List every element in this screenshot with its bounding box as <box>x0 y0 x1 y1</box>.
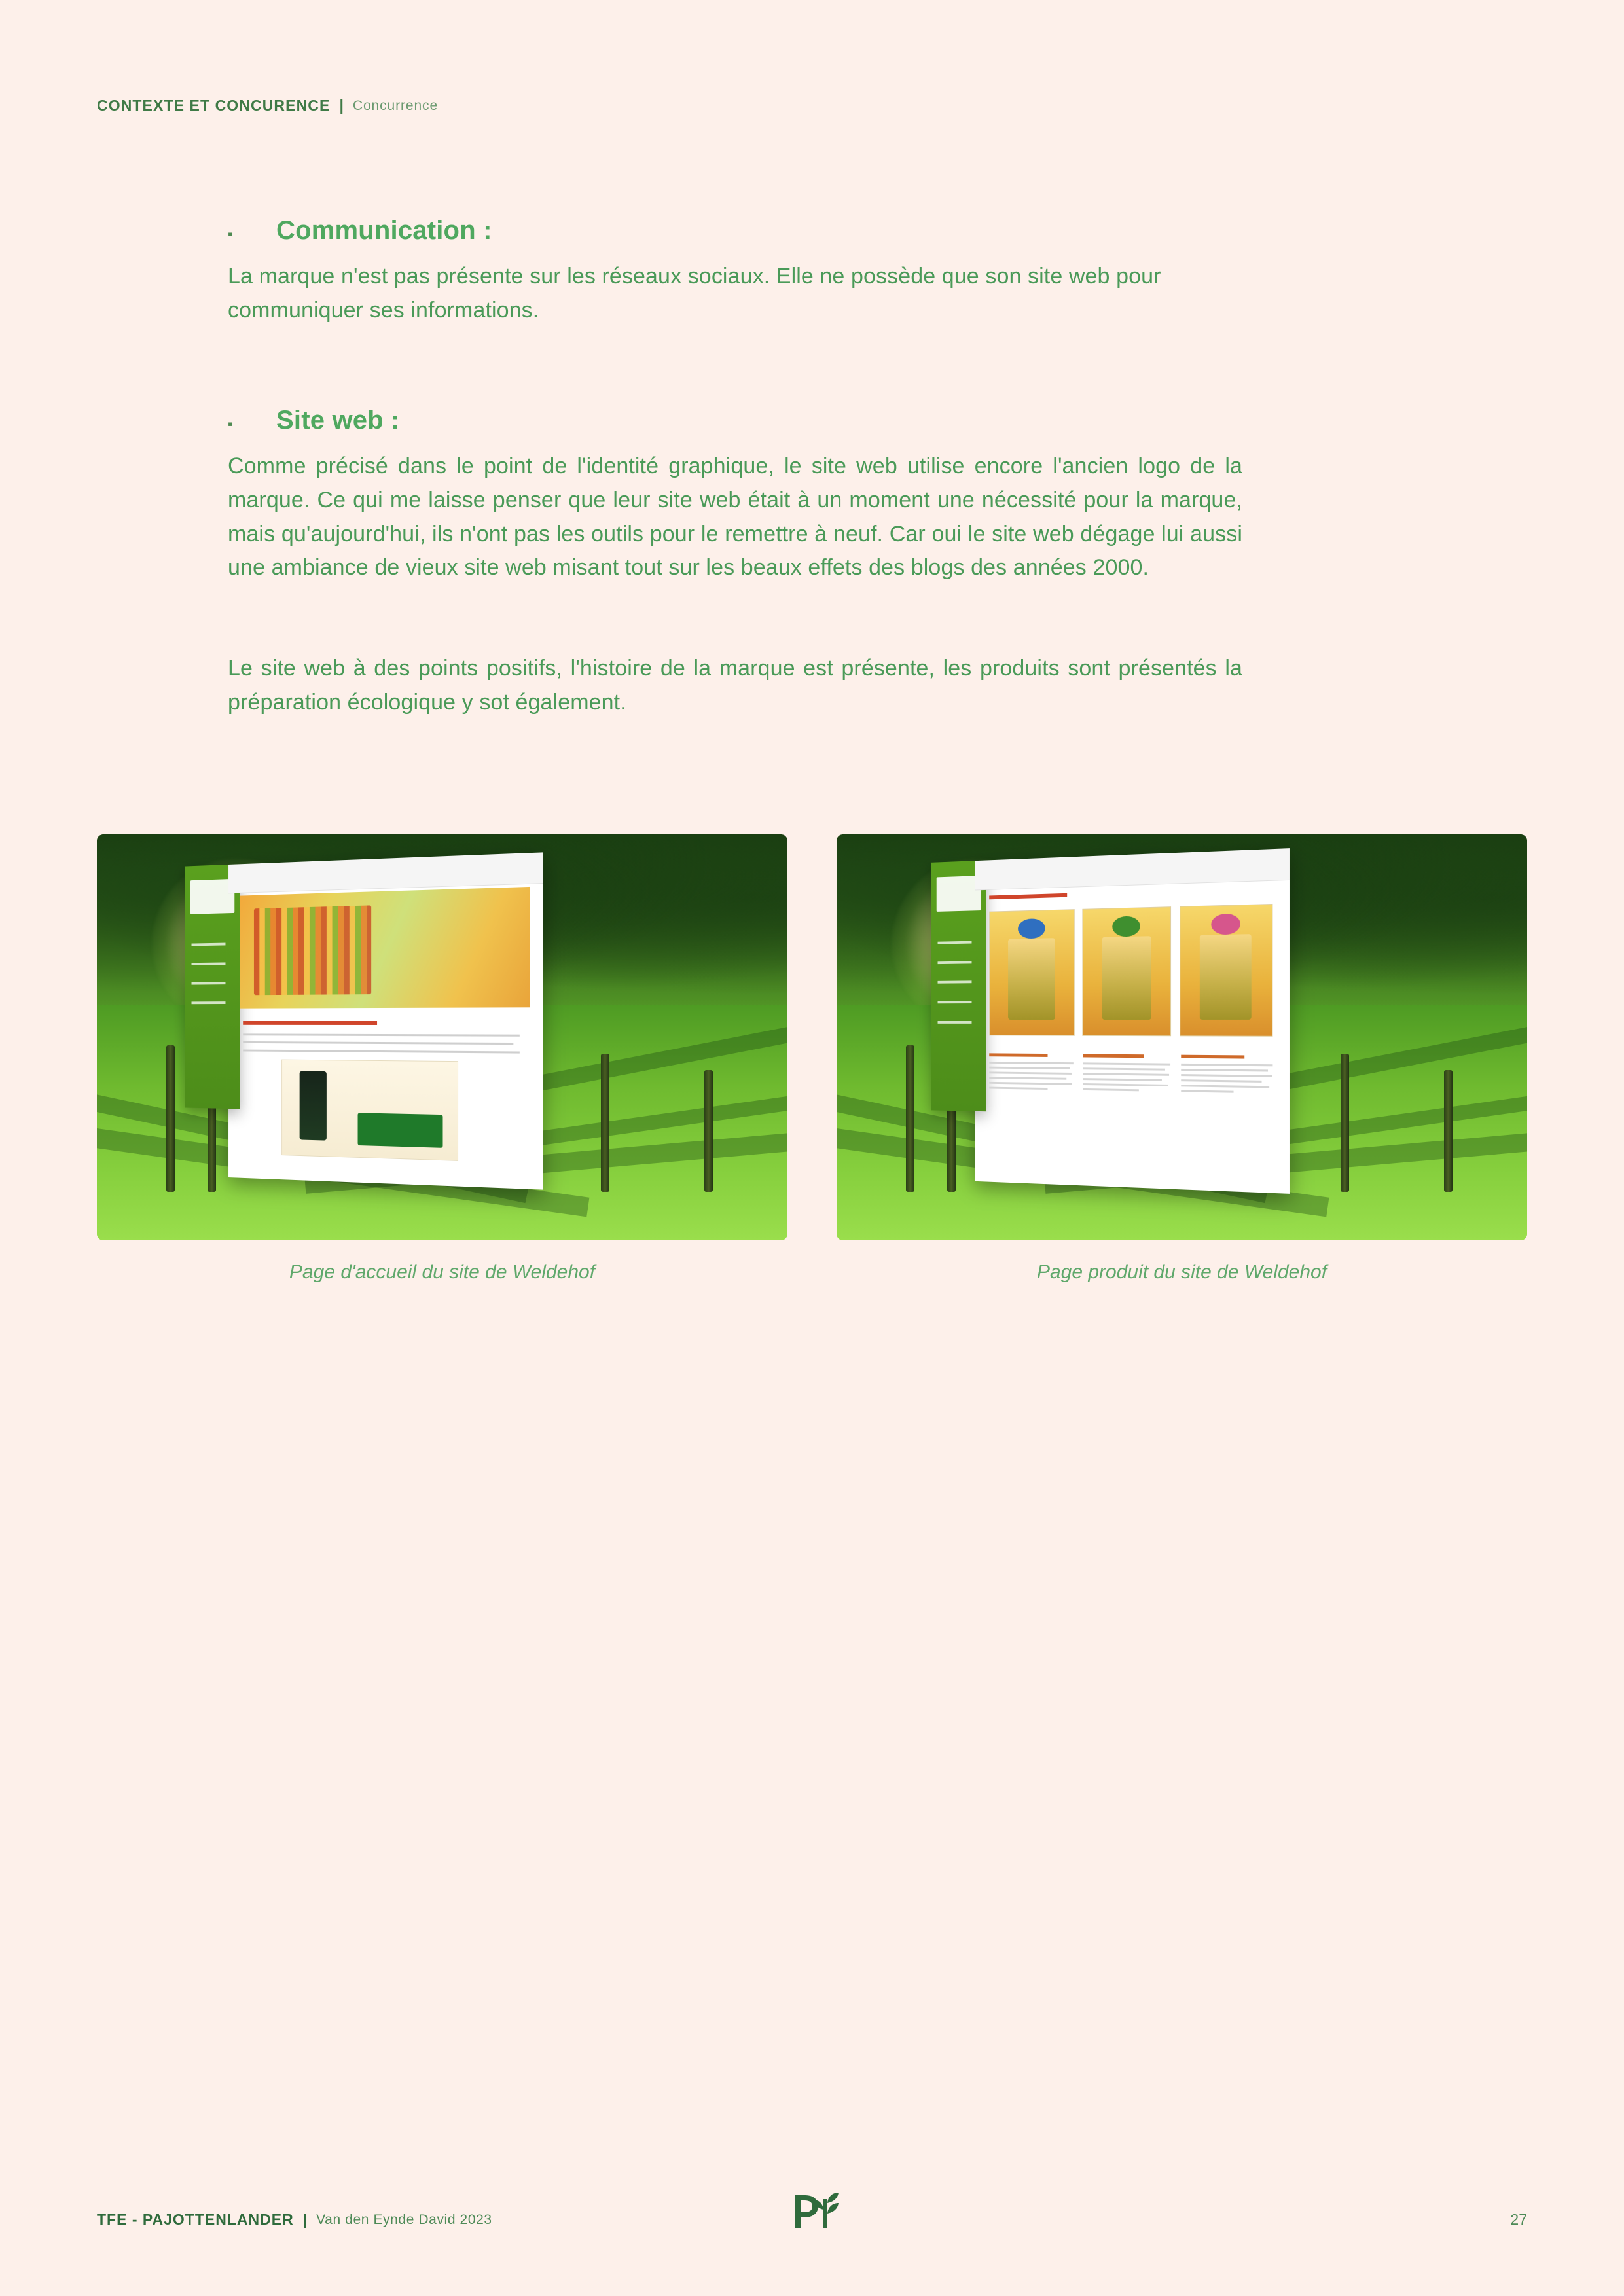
nav-item <box>192 943 226 946</box>
bio-badge <box>357 1113 442 1148</box>
footer-separator: | <box>302 2211 308 2228</box>
website-sidebar <box>185 864 240 1109</box>
page-title <box>990 893 1068 899</box>
bottle-cap <box>1211 914 1240 935</box>
hero-banner <box>240 887 530 1009</box>
body-line <box>1083 1088 1139 1091</box>
body-line <box>990 1062 1074 1064</box>
bottle-cap <box>1113 916 1141 937</box>
body-line <box>243 1041 513 1045</box>
bullet-heading-communication <box>228 216 1242 245</box>
column-heading <box>990 1053 1048 1057</box>
body-line <box>990 1067 1070 1069</box>
bullet-heading-site-web <box>228 406 1242 435</box>
page-header <box>97 97 438 115</box>
paragraph-site-web-1: Comme précisé dans le point de l'identité graphique, le site web utilise encore l'ancien logo de la marque. Ce qui me laisse penser que leur site web était à un moment une nécessité pour la marque, mais qu'aujourd'hui, ils n'ont pas les outils pour le remettre à neuf. Car oui le site web dégage lui aussi une ambiance de vieux site web misant tout sur les beaux effets des blogs des années 2000. <box>228 454 1242 581</box>
body-line <box>990 1087 1048 1090</box>
body-line <box>1083 1073 1169 1076</box>
body-line <box>1181 1079 1261 1083</box>
body-line <box>990 1071 1072 1075</box>
body-line <box>1181 1090 1234 1092</box>
article-title <box>243 1021 376 1025</box>
header-subsection-label: Concurrence <box>352 98 439 113</box>
column-heading <box>1181 1055 1245 1059</box>
product-card <box>1180 904 1273 1036</box>
promo-block <box>281 1059 458 1161</box>
header-separator: | <box>339 97 344 114</box>
body-line <box>1181 1074 1272 1077</box>
footer-left-group <box>97 2211 492 2229</box>
tree-trunk <box>1444 1070 1453 1192</box>
tree-trunk <box>1341 1054 1349 1192</box>
tree-trunk <box>704 1070 713 1192</box>
figure-caption-product-page: Page produit du site de Weldehof <box>1036 1261 1327 1283</box>
nav-item <box>938 981 972 984</box>
body-line <box>990 1082 1073 1085</box>
paragraph-site-web-2: Le site web à des points positifs, l'histoire de la marque est présente, les produits sont présentés la préparation écologique y sot également. <box>228 656 1242 715</box>
pajottenlander-logo-icon <box>784 2183 840 2243</box>
website-sidebar <box>931 860 986 1111</box>
tree-trunk <box>601 1054 609 1192</box>
bullet-marker-icon: ▪ <box>228 416 233 433</box>
product-description-columns <box>990 1053 1273 1166</box>
description-column <box>1083 1054 1171 1162</box>
nav-item <box>938 1021 972 1024</box>
footer-document-title: TFE - PAJOTTENLANDER <box>97 2211 294 2228</box>
nav-item <box>192 982 226 984</box>
column-heading <box>1083 1054 1144 1058</box>
body-line <box>1181 1085 1269 1088</box>
nav-item <box>938 1001 972 1003</box>
nav-item <box>938 961 972 964</box>
bullet-marker-icon: ▪ <box>228 226 233 242</box>
header-section-label: CONTEXTE ET CONCURENCE <box>97 97 331 114</box>
body-line <box>1083 1062 1171 1065</box>
page-footer <box>97 2207 1527 2233</box>
spacer <box>228 350 1242 406</box>
figure-product-page <box>837 834 1527 1283</box>
body-line <box>990 1077 1067 1080</box>
paragraph-communication-1: La marque n'est pas présente sur les réseaux sociaux. Elle ne possède que son site web pour communiquer ses informations. <box>228 264 1161 323</box>
footer-author: Van den Eynde David 2023 <box>316 2212 492 2227</box>
bottle-image <box>299 1071 327 1141</box>
body-line <box>1083 1078 1162 1081</box>
nav-item <box>192 962 226 965</box>
figure-caption-homepage: Page d'accueil du site de Weldehof <box>289 1261 596 1283</box>
nav-item <box>938 941 972 944</box>
product-card <box>1083 906 1172 1035</box>
body-line <box>1083 1067 1166 1070</box>
figure-group <box>97 834 1527 1283</box>
body-line <box>243 1033 520 1036</box>
screenshot-weldehof-product-page <box>837 834 1527 1240</box>
bottle-cap <box>1019 918 1045 939</box>
description-column <box>1181 1055 1273 1166</box>
heading-site-web: Site web : <box>276 406 400 435</box>
tree-trunk <box>906 1045 914 1191</box>
screenshot-weldehof-homepage <box>97 834 787 1240</box>
nav-item <box>192 1001 226 1004</box>
bottle-body <box>1102 936 1151 1020</box>
figure-homepage <box>97 834 787 1283</box>
spacer <box>228 607 1242 637</box>
bottle-body <box>1009 938 1056 1020</box>
bottle-row-image <box>254 906 372 996</box>
bottle-body <box>1200 934 1252 1020</box>
body-line <box>1181 1064 1273 1067</box>
main-content <box>228 216 1242 742</box>
website-mockup-product <box>975 848 1290 1194</box>
product-card <box>990 909 1075 1035</box>
heading-communication: Communication : <box>276 216 492 245</box>
body-line <box>243 1049 520 1053</box>
product-card-grid <box>990 904 1273 1035</box>
description-column <box>990 1053 1074 1159</box>
website-mockup-homepage <box>228 853 543 1190</box>
footer-page-number: 27 <box>1510 2211 1527 2228</box>
tree-trunk <box>166 1045 175 1191</box>
body-line <box>1181 1069 1268 1072</box>
body-line <box>1083 1083 1168 1086</box>
